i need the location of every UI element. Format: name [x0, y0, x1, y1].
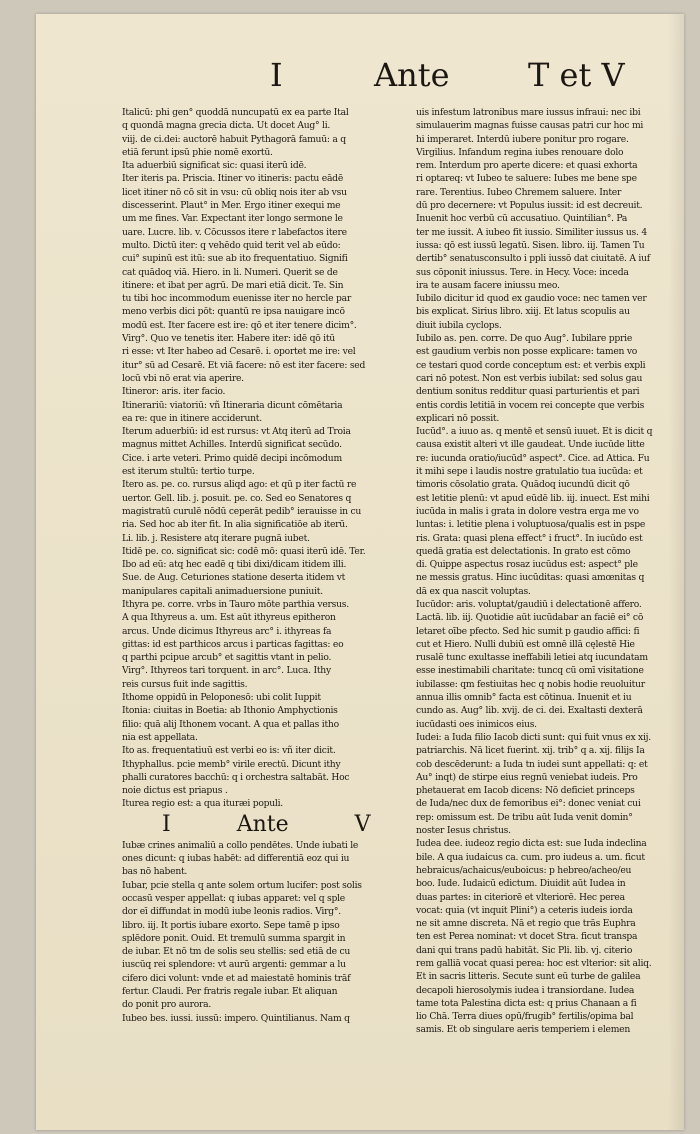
text-line: cundo as. Aug° lib. xvij. de ci. dei. Exaltasti dexterā	[416, 705, 643, 717]
text-line: cat quādoq viā. Hiero. in li. Numeri. Querit se de	[122, 266, 338, 278]
text-line: causa existit alteri vt ille gaudeat. Unde iucūde litte	[416, 439, 645, 451]
text-line: Itonia: ciuitas in Boetia: ab Ithonio Amphyctionis	[122, 705, 338, 717]
text-line: Virg°. Ithyreos tari torquent. in arc°. Luca. Ithy	[122, 665, 331, 677]
text-line: arcus. Unde dicimus Ithyreus arc° i. ithyreas fa	[122, 625, 332, 637]
text-line: cob descēderunt: a Iuda tn iudei sunt appellati: q: et	[416, 758, 648, 770]
text-line: Et in sacris litteris. Secute sunt eū turbe de galilea	[416, 971, 641, 983]
text-line: Inuenit hoc verbū cū accusatiuo. Quintilian°. Pa	[416, 213, 628, 225]
text-line: it mihi sepe i laudis nostre gratulatio tua iucūda: et	[416, 466, 643, 478]
text-line: di. Quippe aspectus rosaz iucūdus est: aspect° ple	[416, 559, 638, 571]
text-line: dertib° senatusconsulto i ppli iussō dat ciuitatē. A iuf	[416, 253, 650, 265]
text-line: iuscūq rei splendore: vt aurū argenti: gemmar a lu	[122, 959, 346, 971]
text-line: Iubilo dicitur id quod ex gaudio voce: nec tamen ver	[416, 293, 647, 305]
text-line: hebraicus/achaicus/euboicus: p hebreo/acheo/eu	[416, 864, 632, 876]
text-line: re: iucunda oratio/iucūd° aspect°. Cice. ad Attica. Fu	[416, 452, 650, 464]
text-line: rem. Interdum pro aperte dicere: et quasi exhorta	[416, 160, 638, 172]
text-line: ri optareq: vt Iubeo te saluere: Iubes me bene spe	[416, 173, 637, 185]
text-line: luntas: i. letitie plena i voluptuosa/qualis est in pspe	[416, 519, 646, 531]
text-line: Ithome oppidū in Peloponesō: ubi colit Iuppit	[122, 692, 321, 704]
text-line: tu tibi hoc incommodum euenisse iter no hercle par	[122, 293, 351, 305]
text-line: Itero as. pe. co. rursus aliqd ago: et qū p iter factū re	[122, 479, 357, 491]
text-line: uertor. Gell. lib. j. posuit. pe. co. Sed eo Senatores q	[122, 492, 352, 504]
text-line: noie dictus est priapus .	[122, 785, 228, 797]
text-line: manipulares capitali animaduersione puniuit.	[122, 585, 323, 597]
text-line: magistratū curulē nōdū ceperāt pedib° ierauisse in cu	[122, 505, 362, 517]
text-line: Itineror: aris. iter facio.	[122, 386, 226, 398]
text-line: itur° sū ad Cesarē. Et viā facere: nō est iter facere: sed	[122, 359, 366, 371]
text-line: ne messis gratus. Hinc iucūditas: quasi amœnitas q	[416, 572, 645, 584]
running-head-right: T et V	[528, 56, 625, 94]
text-line: annua illis omnib° facta est cōtinua. Inuenit et iu	[416, 692, 632, 704]
text-line: Iudea dee. iudeoz regio dicta est: sue Iuda indeclina	[416, 838, 647, 850]
text-line: quedā gratia est delectationis. In grato est cōmo	[416, 545, 631, 557]
text-line: iucūdasti oes inimicos eius.	[416, 718, 537, 730]
text-line: q parthi pcipue arcub° et sagittis vtant in pelio.	[122, 652, 332, 664]
text-line: est letitie plenū: vt apud eūdē lib. iij. inuect. Est mihi	[416, 492, 650, 504]
right-column	[416, 106, 698, 1037]
text-line: cui° supinū est itū: sue ab ito frequentatiuo. Signifi	[122, 253, 348, 265]
left-column-text-b	[122, 839, 404, 1025]
text-line: ri esse: vt Iter habeo ad Cesarē. i. oportet me ire: vel	[122, 346, 356, 358]
text-line: gittas: id est parthicos arcus i particas fagittas: eo	[122, 638, 344, 650]
text-line: etiā ferunt ipsū phie nomē exortū.	[122, 146, 273, 158]
text-line: cari nō potest. Non est verbis iubilat: sed solus gau	[416, 372, 643, 384]
text-line: filio: quā alij Ithonem vocant. A qua et pallas itho	[122, 718, 339, 730]
text-line: bis explicat. Sirius libro. xiij. Et latus scopulis au	[416, 306, 630, 318]
text-line: Iterum aduerbiū: id est rursus: vt Atq iterū ad Troia	[122, 426, 351, 438]
text-line: noster Iesus christus.	[416, 825, 511, 837]
text-line: dū pro decernere: vt Populus iussit: id est decreuit.	[416, 200, 643, 212]
text-line: esse inestimabili charitate: tuncq cū omī visitatione	[416, 665, 644, 677]
text-line: iucūda in malis i grata in dolore vestra erga me vo	[416, 505, 639, 517]
text-line: discesserint. Plaut° in Mer. Ergo itiner exequi me	[122, 200, 341, 212]
text-line: licet itiner nō cō sit in vsu: cū obliq nois iter ab vsu	[122, 186, 347, 198]
text-line: Cice. i arte veteri. Primo quidē decipi incōmodum	[122, 452, 342, 464]
text-line: diuit iubila cyclops.	[416, 319, 502, 331]
text-line: reis cursus fuit inde sagittis.	[122, 678, 248, 690]
section-heading-right: V	[354, 811, 371, 837]
text-line: magnus mittet Achilles. Interdū significat secūdo.	[122, 439, 342, 451]
text-line: itinere: et ibat per agrū. De mari etiā dicit. Te. Sin	[122, 279, 344, 291]
left-column-text-a	[122, 106, 404, 811]
text-line: Iubeo bes. iussi. iussū: impero. Quintilianus. Nam q	[122, 1012, 350, 1024]
text-line: ira te ausam facere iniussu meo.	[416, 279, 560, 291]
text-line: dentium sonitus redditur quasi parturientis et pari	[416, 386, 640, 398]
text-line: decapoli hierosolymis iudea i transiordane. Iudea	[416, 984, 635, 996]
text-line: Ithyra pe. corre. vrbs in Tauro mōte parthia versus.	[122, 598, 349, 610]
text-line: hi imperaret. Interdū iubere ponitur pro rogare.	[416, 133, 629, 145]
text-line: phetauerat em Iacob dicens: Nō deficiet princeps	[416, 785, 635, 797]
text-line: Iter iteris pa. Priscia. Itiner vo itineris: pactu eādē	[122, 173, 344, 185]
text-line: cut et Hiero. Nulli dubiū est omnē illā cęlestē Hie	[416, 638, 635, 650]
text-line: meno verbis dici pōt: quantū re ipsa nauigare incō	[122, 306, 345, 318]
text-line: uis infestum latronibus mare iussus infraui: nec ibi	[416, 107, 641, 118]
text-line: est gaudium verbis non posse explicare: tamen vo	[416, 346, 638, 358]
text-line: Ito as. frequentatiuū est verbi eo is: vñ iter dicit.	[122, 745, 336, 757]
text-line: duas partes: in citeriorē et vlteriorē. Hec perea	[416, 891, 625, 903]
text-line: Lactā. lib. iij. Quotidie aūt iucūdabar an faciē ei° cō	[416, 612, 644, 624]
text-line: Iucūd°. a iuuo as. q mentē et sensū iuuet. Et is dicit q	[416, 426, 653, 438]
text-line: multo. Dictū iter: q vehēdo quid terit vel ab eūdo:	[122, 239, 341, 251]
text-line: rare. Terentius. Iubeo Chremem saluere. Inter	[416, 186, 622, 198]
text-line: Itinerariū: viatoriū: vñ Itineraria dicunt cōmētaria	[122, 399, 343, 411]
text-line: uare. Lucre. lib. v. Cōcussos itere r labefactos itere	[122, 226, 347, 238]
text-line: rusalē tunc exultasse ineffabili letiei atq iucundatam	[416, 652, 648, 664]
running-head	[36, 56, 684, 106]
text-line: letaret oībe pfecto. Sed hic sumit p gaudio affici: fi	[416, 625, 640, 637]
text-line: rep: omissum est. De tribu aūt Iuda venit domin°	[416, 811, 633, 823]
text-line: de Iuda/nec dux de femoribus ei°: donec veniat cui	[416, 798, 641, 810]
text-line: Sue. de Aug. Ceturiones statione deserta itidem vt	[122, 572, 346, 584]
text-line: Italicū: phi gen° quoddā nuncupatū ex ea parte Ital	[122, 107, 349, 118]
text-line: viij. de ci.dei: auctorē habuit Pythagorā famuū: a q	[122, 133, 346, 145]
right-column-text	[416, 106, 698, 1037]
text-line: ris. Grata: quasi plena effect° i fruct°. In iucūdo est	[416, 532, 643, 544]
text-line: dani qui trans padū habitāt. Sic Pli. lib. vj. citerio	[416, 944, 633, 956]
text-line: fertur. Claudi. Per fratris regale iubar. Et aliquan	[122, 986, 338, 997]
text-line: Itidē pe. co. significat sic: codē mō: quasi iterū idē. Ter.	[122, 545, 366, 557]
text-line: explicari nō possit.	[416, 412, 500, 424]
text-line: ter me iussit. A iubeo fit iussio. Similiter iussus us. 4	[416, 226, 647, 238]
text-line: tame tota Palestina dicta est: q prius Chanaan a fi	[416, 997, 637, 1009]
text-line: de iubar. Et nō tm de solis seu stellis: sed etiā de cu	[122, 946, 351, 958]
text-line: dor eī diffundat in modū iube leonis radios. Virg°.	[122, 906, 341, 918]
text-line: simulauerim magnas fuisse causas patri cur hoc mi	[416, 120, 644, 132]
text-line: Iubar, pcie stella q ante solem ortum lucifer: post solis	[122, 879, 362, 891]
running-head-left: I	[270, 56, 283, 94]
text-line: boo. Iude. Iudaicū edictum. Diuidit aūt Iudea in	[416, 878, 626, 890]
text-line: Ibo ad eū: atq hec eadē q tibi dixi/dicam itidem illi.	[122, 559, 347, 571]
text-line: ce testari quod corde conceptum est: et verbis expli	[416, 359, 646, 371]
text-line: Iubæ crines animaliū a collo pendētes. Unde iubati le	[122, 839, 359, 851]
text-line: Virgilius. Infandum regina iubes renouare dolo	[416, 146, 624, 158]
text-line: Iucūdor: aris. voluptat/gaudiū i delectationē affero.	[416, 598, 642, 610]
text-line: entis cordis letitiā in vocem rei concepte que verbis	[416, 399, 645, 411]
text-line: libro. iij. It portis iubare exorto. Sepe tamē p ipso	[122, 919, 340, 931]
section-heading-center: Ante	[236, 811, 289, 837]
text-line: nia est appellata.	[122, 731, 198, 743]
text-line: ten est Perea nominat: vt docet Stra. ficut transpa	[416, 931, 638, 943]
text-line: q quondā magna grecia dicta. Ut docet Aug° li.	[122, 120, 331, 132]
text-line: Iubilo as. pen. corre. De quo Aug°. Iubilare pprie	[416, 333, 633, 345]
text-line: occasū vesper appellat: q iubas apparet: vel q sple	[122, 892, 345, 904]
text-line: dā ex qua nascit voluptas.	[416, 585, 531, 597]
text-line: Li. lib. j. Resistere atq iterare pugnā iubet.	[122, 532, 310, 544]
text-line: A qua Ithyreus a. um. Est aūt ithyreus epitheron	[122, 612, 336, 624]
text-line: samis. Et ob singulare aeris temperiem i elemen	[416, 1024, 631, 1036]
text-line: iubilasse: qm festiuitas hec q nobis hodie reuoluitur	[416, 678, 645, 690]
text-line: iussa: qō est iussū legatū. Sisen. libro. iij. Tamen Tu	[416, 239, 645, 251]
left-column	[122, 106, 404, 1025]
text-line: vocat: quia (vt inquit Plini°) a ceteris iudeis iorda	[416, 904, 633, 916]
text-line: lio Chā. Terra diues opū/frugib° fertilis/opima bal	[416, 1011, 634, 1023]
text-line: ea re: que in itinere acciderunt.	[122, 412, 262, 424]
text-line: do ponit pro aurora.	[122, 999, 212, 1011]
text-line: um me fines. Var. Expectant iter longo sermone le	[122, 213, 343, 225]
text-line: cifero dici volunt: vnde et ad maiestatē hominis trāf	[122, 972, 351, 984]
running-head-center: Ante	[374, 56, 450, 94]
text-line: Iturea regio est: a qua ituræi populi.	[122, 798, 283, 810]
text-line: modū est. Iter facere est ire: qō et iter tenere dicim°.	[122, 319, 357, 331]
section-heading	[122, 811, 404, 839]
text-line: Virg°. Quo ve tenetis iter. Habere iter: idē qō itū	[122, 333, 335, 345]
text-line: ria. Sed hoc ab iter fit. In alia significatiōe ab iterū.	[122, 519, 348, 531]
text-line: phalli curatores bacchū: q i orchestra saltabāt. Hoc	[122, 771, 350, 783]
text-line: bile. A qua iudaicus ca. cum. pro iudeus a. um. ficut	[416, 851, 645, 863]
text-line: Au° inqt) de stirpe eius regnū veniebat iudeis. Pro	[416, 771, 638, 783]
text-line: est iterum stultū: tertio turpe.	[122, 466, 255, 478]
section-heading-left: I	[162, 811, 171, 837]
text-line: Ita aduerbiū significat sic: quasi iterū idē.	[122, 160, 307, 172]
text-line: locū vbi nō erat via aperire.	[122, 372, 244, 384]
text-line: ne sit amne discreta. Nā et regio que trās Euphra	[416, 918, 636, 930]
text-line: bas nō habent.	[122, 866, 188, 878]
text-line: Ithyphallus. pcie memb° virile erectū. Dicunt ithy	[122, 758, 341, 770]
text-line: rem galliā vocat quasi perea: hoc est vlterior: sit aliq.	[416, 958, 652, 969]
text-line: sus cōponit iniussus. Tere. in Hecy. Voce: inceda	[416, 266, 629, 278]
text-line: splēdore ponit. Ouid. Et tremulū summa spargit in	[122, 932, 346, 944]
text-line: patriarchis. Nā licet fuerint. xij. trib° q a. xij. filijs Ia	[416, 745, 645, 757]
book-page	[36, 14, 684, 1130]
text-line: timoris cōsolatio grata. Quādoq iucundū dicit qō	[416, 479, 630, 491]
text-line: ones dicunt: q iubas habēt: ad differentiā eoz qui iu	[122, 853, 350, 865]
text-line: Iudei: a Iuda filio Iacob dicti sunt: qui fuit vnus ex xij.	[416, 731, 651, 743]
